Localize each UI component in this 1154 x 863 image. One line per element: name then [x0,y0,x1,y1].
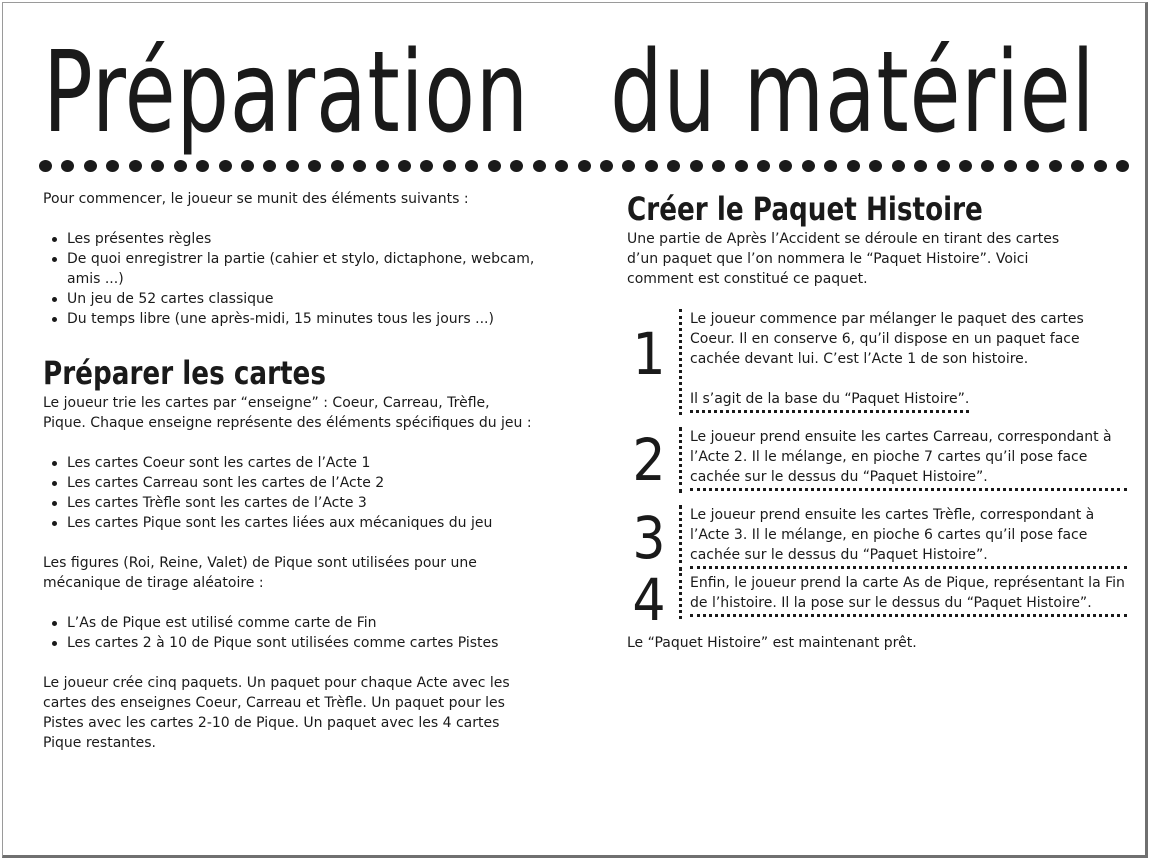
divider-dot [690,160,703,172]
divider-dot [1116,160,1129,172]
list-item: Les cartes 2 à 10 de Pique sont utilisées comme cartes Pistes [43,633,563,653]
list-item: Les cartes Trèfle sont les cartes de l’Acte 3 [43,493,563,513]
suits-list [43,453,563,533]
paquet-intro: Une partie de Après l’Accident se déroule en tirant des cartes d’un paquet que l’on nommera le “Paquet Histoire”. Voici comment est constitué ce paquet. [627,231,1060,287]
step-text-secondary: Il s’agit de la base du “Paquet Histoire”. [690,389,969,413]
divider-dot [1071,160,1084,172]
list-item: Un jeu de 52 cartes classique [43,289,563,309]
list-item: Du temps libre (une après-midi, 15 minutes tous les jours ...) [43,309,563,329]
divider-dot [241,160,254,172]
divider-dot [39,160,52,172]
divider-dot [578,160,591,172]
figures-text: Les figures (Roi, Reine, Valet) de Pique sont utilisées pour une mécanique de tirage aléatoire : [43,555,477,591]
divider-dot [263,160,276,172]
divider-dot [465,160,478,172]
divider-dot [802,160,815,172]
right-column [627,189,1127,653]
divider-dot [622,160,635,172]
step-4 [627,566,1127,634]
divider-dot [712,160,725,172]
list-item: Les cartes Pique sont les cartes liées aux mécaniques du jeu [43,513,563,533]
divider-dot [443,160,456,172]
divider-dot [824,160,837,172]
step-text-box [679,505,1127,571]
divider-dot [398,160,411,172]
divider-dot [61,160,74,172]
divider-dot [286,160,299,172]
divider-dot [937,160,950,172]
step-text: Le joueur prend ensuite les cartes Carreau, correspondant à l’Acte 2. Il le mélange, en pioche 7 cartes qu’il pose face cachée sur le dessus du “Paquet Histoire”. [690,427,1127,491]
divider-dot [600,160,613,172]
step-text: Enfin, le joueur prend la carte As de Pique, représentant la Fin de l’histoire. Il la pose sur le dessus du “Paquet Histoire”. [690,573,1127,617]
divider-dot [510,160,523,172]
list-item: De quoi enregistrer la partie (cahier et stylo, dictaphone, webcam, amis ...) [43,249,563,289]
divider-dot [106,160,119,172]
dotted-divider [39,157,1129,175]
step-number: 1 [632,320,666,388]
divider-dot [555,160,568,172]
step-number: 2 [632,426,666,494]
divider-dot [331,160,344,172]
divider-dot [892,160,905,172]
step-text-box [679,573,1127,619]
divider-dot [869,160,882,172]
packets-text: Le joueur crée cinq paquets. Un paquet pour chaque Acte avec les cartes des enseignes Coeur, Carreau et Trèfle. Un paquet pour les Pistes avec les cartes 2-10 de Pique. Un paquet avec les 4 cartes Pique restantes. [43,675,510,751]
section-title-preparer: Préparer les cartes [43,354,326,392]
divider-dot [847,160,860,172]
step-text-box [679,309,1127,415]
divider-dot [129,160,142,172]
section-intro: Le joueur trie les cartes par “enseigne” : Coeur, Carreau, Trèfle, Pique. Chaque enseigne représente des éléments spécifiques du jeu : [43,395,532,431]
divider-dot [1049,160,1062,172]
step-text-box [679,427,1127,493]
document-page [2,2,1148,858]
step-3 [627,505,1127,571]
divider-dot [219,160,232,172]
step-text: Le joueur commence par mélanger le paquet des cartes Coeur. Il en conserve 6, qu’il dispose en un paquet face cachée devant lui. C’est l’Acte 1 de son histoire. [690,311,1084,367]
outro-text: Le “Paquet Histoire” est maintenant prêt. [627,635,917,651]
divider-dot [151,160,164,172]
list-item: Les cartes Coeur sont les cartes de l’Acte 1 [43,453,563,473]
divider-dot [645,160,658,172]
divider-dot [196,160,209,172]
divider-dot [488,160,501,172]
divider-dot [420,160,433,172]
divider-dot [914,160,927,172]
step-2 [627,427,1127,493]
divider-dot [84,160,97,172]
pique-list [43,613,563,653]
page-title: Préparation du matériel [43,28,1096,158]
materials-list [43,229,563,329]
step-number: 3 [632,504,666,572]
left-column [43,189,563,753]
divider-dot [376,160,389,172]
list-item: Les présentes règles [43,229,563,249]
step-1 [627,309,1127,415]
section-title-creer: Créer le Paquet Histoire [627,190,983,228]
divider-dot [353,160,366,172]
divider-dot [174,160,187,172]
divider-dot [757,160,770,172]
step-text: Le joueur prend ensuite les cartes Trèfle, correspondant à l’Acte 3. Il le mélange, en pioche 6 cartes qu’il pose face cachée sur le dessus du “Paquet Histoire”. [690,505,1127,569]
divider-dot [981,160,994,172]
divider-dot [779,160,792,172]
divider-dot [735,160,748,172]
divider-dot [1094,160,1107,172]
divider-dot [1026,160,1039,172]
step-number: 4 [632,566,666,634]
divider-dot [959,160,972,172]
divider-dot [1004,160,1017,172]
intro-text: Pour commencer, le joueur se munit des éléments suivants : [43,191,469,207]
list-item: L’As de Pique est utilisé comme carte de Fin [43,613,563,633]
divider-dot [667,160,680,172]
divider-dot [533,160,546,172]
divider-dot [308,160,321,172]
list-item: Les cartes Carreau sont les cartes de l’Acte 2 [43,473,563,493]
